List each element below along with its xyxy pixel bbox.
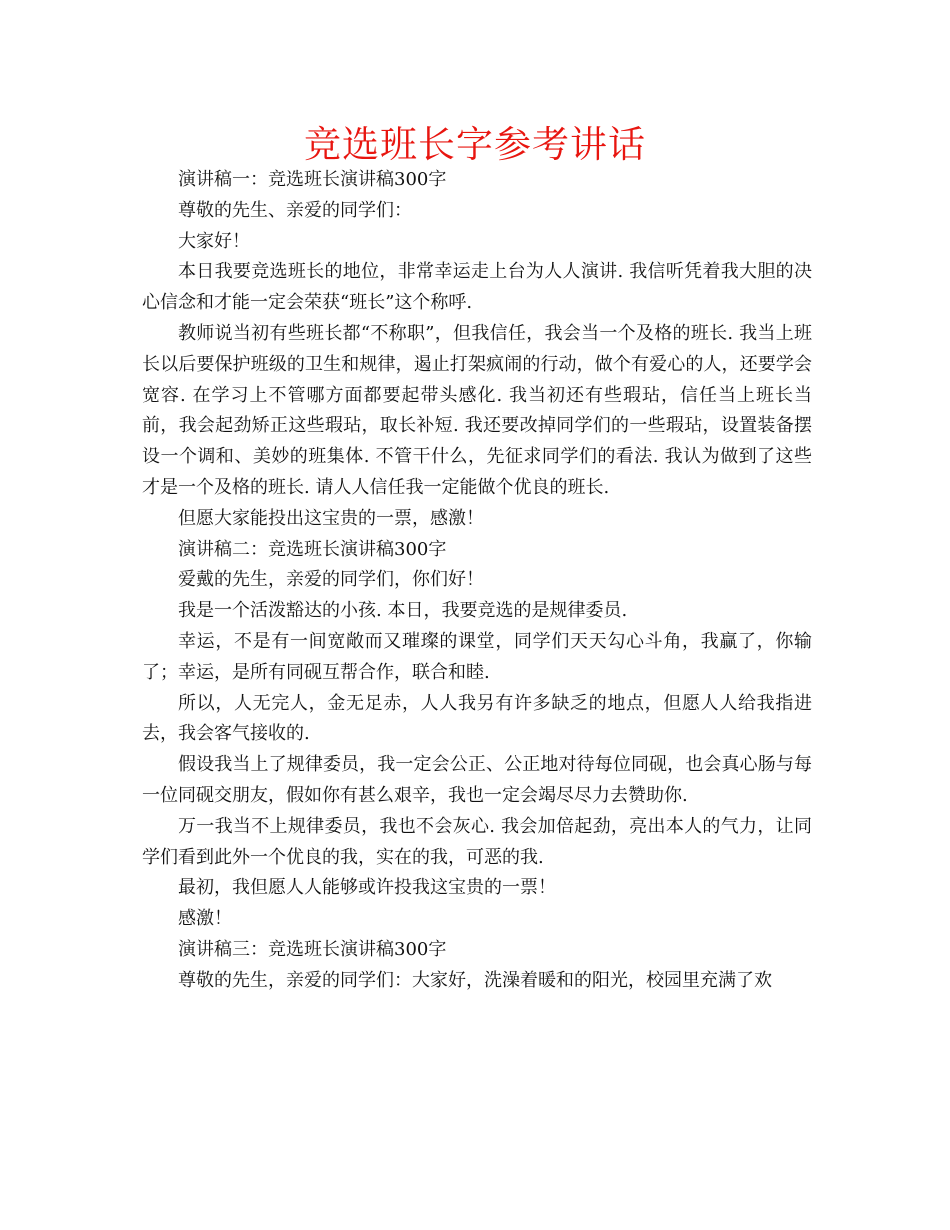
paragraph: 演讲稿一：竞选班长演讲稿300字 xyxy=(178,169,447,190)
paragraph: 尊敬的先生、亲爱的同学们： xyxy=(178,199,412,221)
paragraph: 演讲稿三：竞选班长演讲稿300字 xyxy=(178,938,447,960)
paragraph: 教师说当初有些班长都“不称职”，但我信任，我会当一个及格的班长. 我当上班长以后要保护班级的卫生和规律，遏止打架疯闹的行动，做个有爱心的人，还要学会宽容. 在学习上不管哪方面都要起带头感化. 我当初还有些瑕玷，信任当上班长当前，我会起劲矫正这些瑕玷，取长补短. 我还要改掉同学们的一些瑕玷，设置装备摆设一个调和、美妙的班集体. 不管干什么，先征求同学们的看法. 我认为做到了这些才是一个及格的班长. 请人人信任我一定能做个优良的班长. xyxy=(142,322,812,498)
paragraph: 我是一个活泼豁达的小孩. 本日，我要竞选的是规律委员. xyxy=(178,600,628,622)
paragraph: 演讲稿二：竞选班长演讲稿300字 xyxy=(178,538,447,560)
document-title: 竞选班长字参考讲话 xyxy=(304,123,646,166)
paragraph: 本日我要竞选班长的地位，非常幸运走上台为人人演讲. 我信听凭着我大胆的决心信念和才能一定会荣获“班长”这个称呼. xyxy=(142,261,812,314)
paragraph: 所以，人无完人，金无足赤，人人我另有许多缺乏的地点，但愿人人给我指进去，我会客气接收的. xyxy=(142,692,812,745)
paragraph: 尊敬的先生，亲爱的同学们：大家好，洗澡着暖和的阳光，校园里充满了欢 xyxy=(178,969,772,991)
paragraph: 万一我当不上规律委员，我也不会灰心. 我会加倍起劲，亮出本人的气力，让同学们看到此外一个优良的我，实在的我，可恶的我. xyxy=(142,815,812,868)
document-body xyxy=(142,165,812,997)
paragraph: 幸运，不是有一间宽敞而又璀璨的课堂，同学们天天勾心斗角，我赢了，你输了；幸运，是所有同砚互帮合作，联合和睦. xyxy=(142,630,812,683)
paragraph: 但愿大家能投出这宝贵的一票，感激！ xyxy=(178,507,484,529)
paragraph: 感激！ xyxy=(178,908,232,930)
paragraph: 最初，我但愿人人能够或许投我这宝贵的一票！ xyxy=(178,877,556,899)
paragraph: 爱戴的先生，亲爱的同学们，你们好！ xyxy=(178,569,484,591)
paragraph: 大家好！ xyxy=(178,230,250,252)
paragraph: 假设我当上了规律委员，我一定会公正、公正地对待每位同砚，也会真心肠与每一位同砚交朋友，假如你有甚么艰辛，我也一定会竭尽尽力去赞助你. xyxy=(142,754,812,806)
